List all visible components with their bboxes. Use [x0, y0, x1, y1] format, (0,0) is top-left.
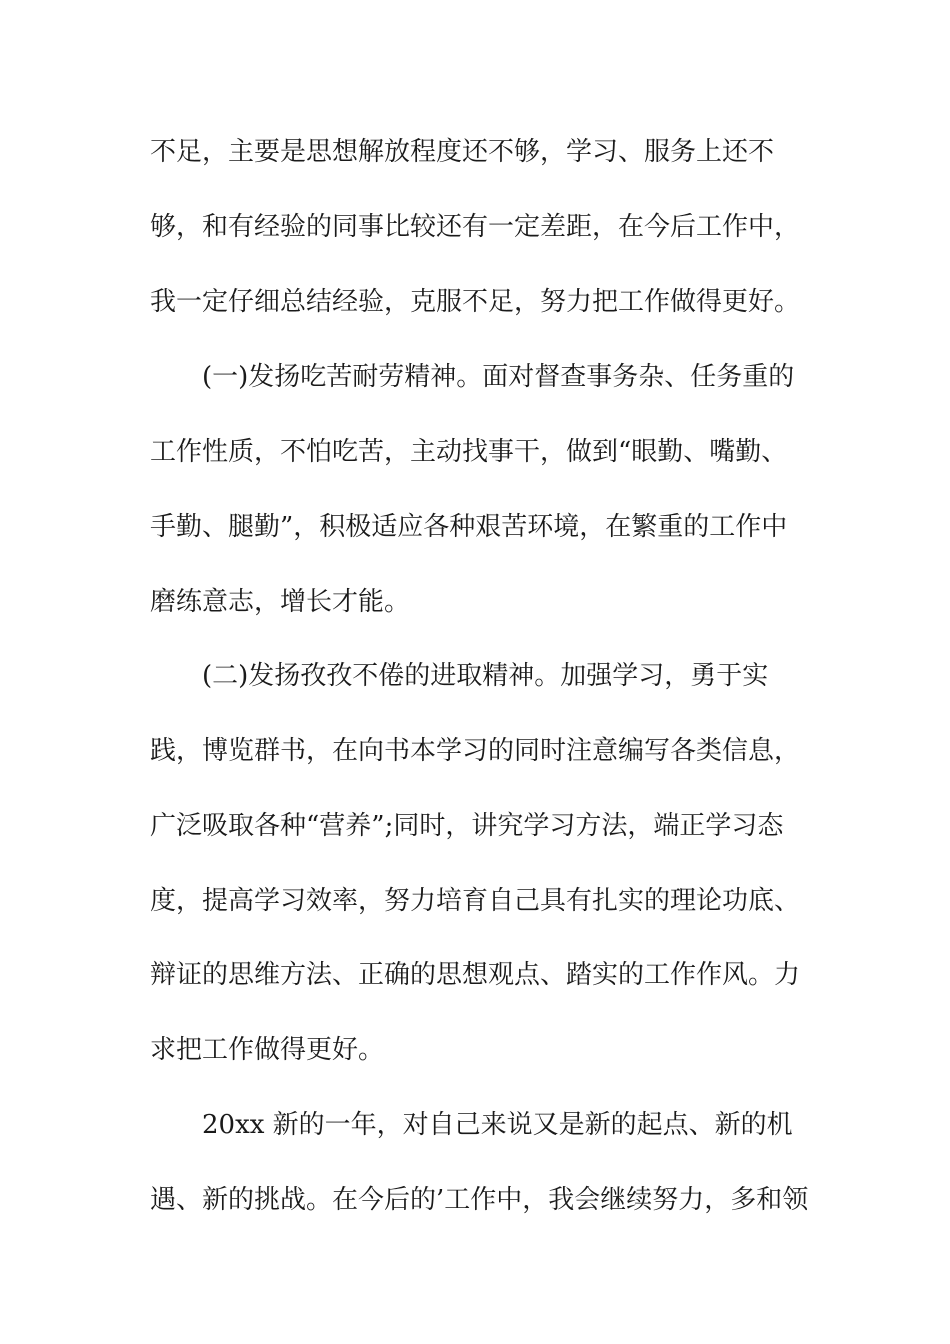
text-line: 工作性质，不怕吃苦，主动找事干，做到“眼勤、嘴勤、 [150, 437, 788, 467]
text-line: 手勤、腿勤”，积极适应各种艰苦环境，在繁重的工作中 [150, 512, 788, 542]
text-line: 践，博览群书，在向书本学习的同时注意编写各类信息， [150, 736, 801, 766]
paragraph-start-line: 20xx 新的一年，对自己来说又是新的起点、新的机 [202, 1110, 793, 1140]
paragraph-start-line: (二)发扬孜孜不倦的进取精神。加强学习，勇于实 [202, 661, 769, 691]
text-line: 广泛吸取各种“营养”;同时，讲究学习方法，端正学习态 [150, 811, 784, 841]
text-line: 我一定仔细总结经验，克服不足，努力把工作做得更好。 [150, 287, 801, 317]
paragraph-start-line: (一)发扬吃苦耐劳精神。面对督查事务杂、任务重的 [202, 362, 795, 392]
text-line: 度，提高学习效率，努力培育自己具有扎实的理论功底、 [150, 886, 801, 916]
text-line: 磨练意志，增长才能。 [150, 587, 411, 617]
text-line: 不足，主要是思想解放程度还不够，学习、服务上还不 [150, 137, 775, 167]
text-line: 够，和有经验的同事比较还有一定差距，在今后工作中， [150, 212, 801, 242]
text-line: 求把工作做得更好。 [150, 1035, 385, 1065]
text-line: 辩证的思维方法、正确的思想观点、踏实的工作作风。力 [150, 960, 801, 990]
text-line: 遇、新的挑战。在今后的’工作中，我会继续努力，多和领 [150, 1185, 809, 1215]
